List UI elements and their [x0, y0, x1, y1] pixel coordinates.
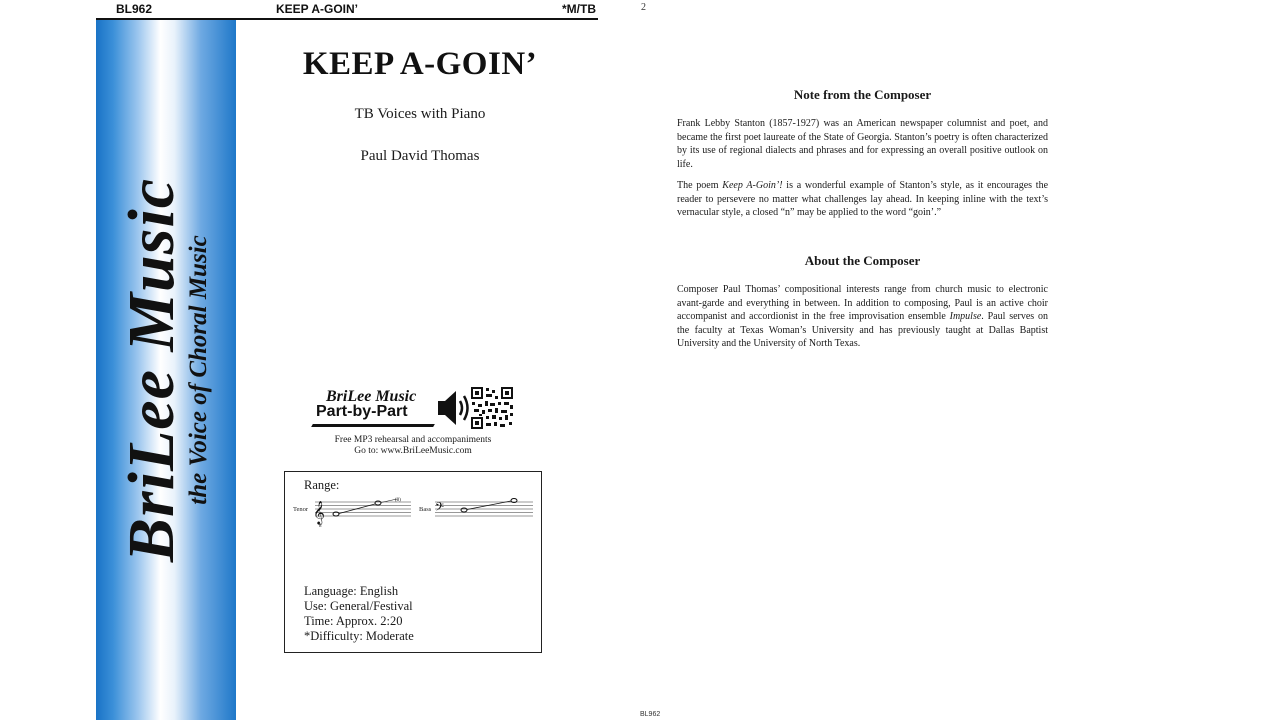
info-language: Language: English	[304, 584, 399, 598]
vocal-range-staves	[289, 494, 537, 534]
part-by-part-logo	[312, 384, 522, 434]
speaker-icon	[436, 386, 472, 430]
header-title: KEEP A-GOIN’	[276, 2, 359, 16]
pbp-line1: Free MP3 rehearsal and accompaniments	[334, 435, 492, 445]
note-p2-suffix: is a wonderful example of Stanton’s style, as it encourages the reader to persevere no matter what challenges lay ahead. In keeping inline with the text’s vernacular style, a closed “n” may be applied to the word “goin’.”	[677, 180, 1049, 218]
notes-page	[640, 0, 1280, 720]
tenor-high-note	[375, 501, 381, 505]
composer-name: Paul David Thomas	[360, 148, 480, 164]
info-time: Time: Approx. 2:20	[304, 614, 403, 628]
note-p2-prefix: The poem	[677, 180, 723, 191]
note-heading: Note from the Composer	[793, 87, 932, 102]
note-paragraph-1: Frank Lebby Stanton (1857-1927) was an American newspaper columnist and poet, and became the first poet laureate of the State of Georgia. Stanton’s poetry is often characterized by its use of regional dialects and phrases and for expressing an overall positive outlook on life.	[677, 118, 1048, 170]
song-title: KEEP A-GOIN’	[302, 46, 538, 82]
cover-header	[96, 0, 598, 20]
pbp-product: Part-by-Part	[316, 403, 408, 420]
voicing: TB Voices with Piano	[354, 106, 486, 122]
page-number: 2	[641, 2, 646, 13]
catalog-code: BL962	[116, 2, 153, 16]
note-paragraph-2	[677, 179, 1048, 220]
pbp-brand: BriLee Music	[326, 388, 417, 405]
octave-marker: 8	[319, 524, 322, 529]
bass-clef-icon: 𝄢	[435, 501, 445, 517]
treble-clef-icon: 𝄞	[313, 500, 325, 524]
about-p1-prefix: Composer Paul Thomas’ compositional interests range from church music to electronic avant-garde and everything in between. In addition to composing, Paul is an active choir accompanist and accordionist in the free improvisation ensemble	[677, 284, 1048, 322]
header-voicing: *M/TB	[562, 2, 596, 16]
ensemble-name: Impulse	[949, 311, 982, 322]
about-heading: About the Composer	[804, 253, 921, 268]
bass-label: Bass	[419, 506, 432, 513]
tenor-staff	[315, 502, 411, 516]
brand-vertical	[115, 177, 213, 563]
bass-low-note	[461, 508, 467, 512]
tenor-optional-note: (8)	[395, 498, 401, 503]
range-label: Range:	[304, 478, 340, 492]
brand-tagline: the Voice of Choral Music	[185, 235, 212, 505]
footer-code: BL962	[640, 711, 661, 718]
info-use: Use: General/Festival	[304, 599, 413, 613]
poem-title: Keep A-Goin’!	[722, 180, 783, 191]
about-p1-suffix: . Paul serves on the faculty at Texas Woman’s University and has previously taught at Dallas Baptist University and the University of North Texas.	[677, 311, 1048, 349]
qr-code-icon[interactable]	[470, 386, 514, 430]
tenor-label: Tenor	[293, 506, 309, 513]
info-difficulty: *Difficulty: Moderate	[304, 629, 414, 643]
pbp-underline	[311, 424, 435, 427]
info-box	[284, 471, 542, 653]
about-paragraph	[677, 283, 1048, 351]
brand-name: BriLee Music	[115, 177, 188, 563]
pbp-line2[interactable]: Go to: www.BriLeeMusic.com	[354, 446, 472, 456]
bass-staff	[435, 502, 533, 516]
